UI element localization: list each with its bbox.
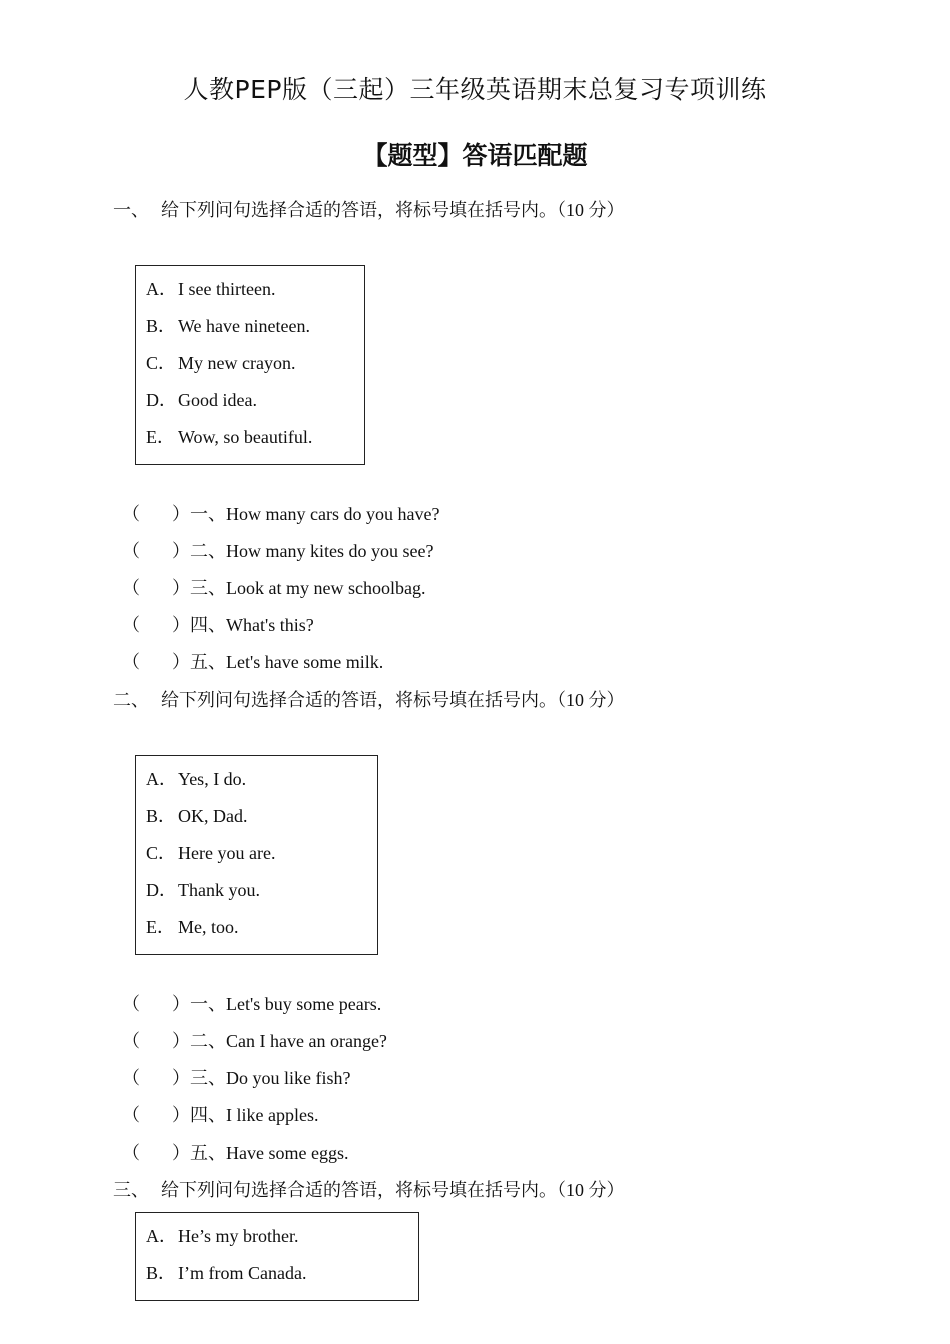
question-item: （ ）四、What's this? <box>122 615 314 635</box>
section-instruction: 给下列问句选择合适的答语，将标号填在括号内。（10 分） <box>161 200 625 220</box>
option-e: E． Wow, so beautiful. <box>146 427 313 447</box>
option-b: B． We have nineteen. <box>146 316 310 336</box>
option-b: B． OK, Dad. <box>146 806 248 826</box>
option-d: D．Thank you. <box>146 880 260 900</box>
option-d: D．Good idea. <box>146 390 257 410</box>
section-number: 二、 <box>113 690 149 710</box>
page-title: 人教PEP版（三起）三年级英语期末总复习专项训练 <box>183 75 767 104</box>
section-2-options-box <box>135 755 378 955</box>
question-item: （ ）五、Let's have some milk. <box>122 652 384 672</box>
option-a: A．Yes, I do. <box>146 769 247 789</box>
option-a: A．I see thirteen. <box>146 279 276 299</box>
section-number: 三、 <box>113 1180 149 1200</box>
option-c: C． Here you are. <box>146 843 276 863</box>
section-2-heading <box>113 686 625 712</box>
section-number: 一、 <box>113 200 149 220</box>
option-c: C． My new crayon. <box>146 353 296 373</box>
option-e: E． Me, too. <box>146 917 239 937</box>
question-item: （ ）四、I like apples. <box>122 1105 319 1125</box>
section-1-heading <box>113 196 625 222</box>
question-item: （ ）五、Have some eggs. <box>122 1143 349 1163</box>
question-type-heading: 【题型】答语匹配题 <box>362 141 588 170</box>
question-item: （ ）一、How many cars do you have? <box>122 504 440 524</box>
option-b: B． I’m from Canada. <box>146 1263 307 1283</box>
question-item: （ ）二、How many kites do you see? <box>122 541 434 561</box>
section-1-options-box <box>135 265 365 465</box>
question-item: （ ）三、Do you like fish? <box>122 1068 351 1088</box>
option-a: A．He’s my brother. <box>146 1226 299 1246</box>
section-3-options-box <box>135 1212 419 1301</box>
question-item: （ ）二、Can I have an orange? <box>122 1031 387 1051</box>
section-instruction: 给下列问句选择合适的答语，将标号填在括号内。（10 分） <box>161 1180 625 1200</box>
question-item: （ ）三、Look at my new schoolbag. <box>122 578 426 598</box>
question-item: （ ）一、Let's buy some pears. <box>122 994 382 1014</box>
section-instruction: 给下列问句选择合适的答语，将标号填在括号内。（10 分） <box>161 690 625 710</box>
section-3-heading <box>113 1176 625 1202</box>
